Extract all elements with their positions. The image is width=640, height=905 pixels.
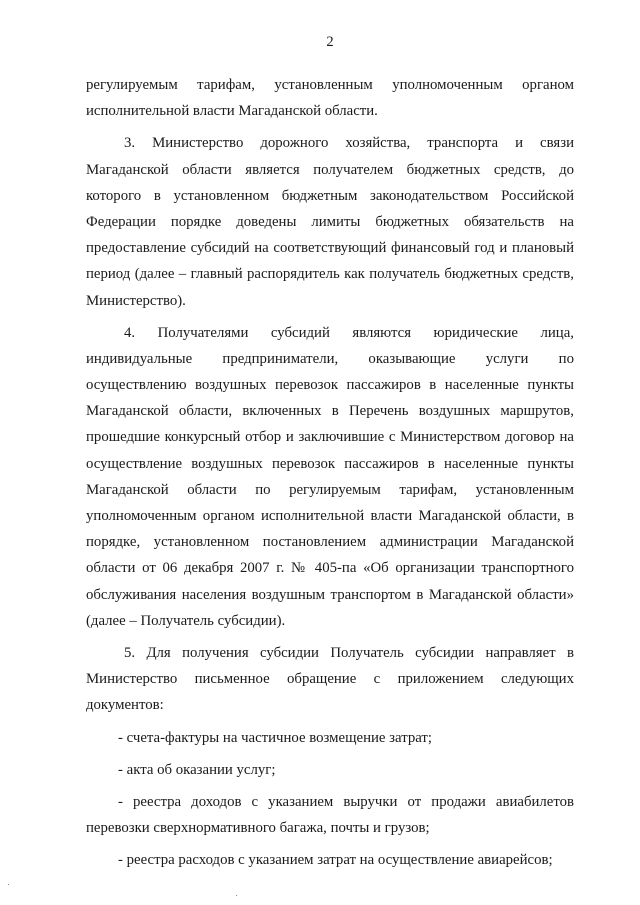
text-line: Магаданской области по регулируемым тарифам, установленным <box>86 481 574 498</box>
text-line: Магаданской области, включенных в Перечень воздушных маршрутов, <box>86 403 574 420</box>
document-body <box>86 72 574 873</box>
text-line: (далее – Получатель субсидии). <box>86 612 286 629</box>
text-line: области от 06 декабря 2007 г. № 405-па «Об организации транспортного <box>86 560 574 577</box>
list-item <box>86 847 574 873</box>
text-line: исполнительной власти Магаданской области. <box>86 103 378 120</box>
text-line: 5. Для получения субсидии Получатель субсидии направляет в <box>124 644 574 661</box>
text-line: период (далее – главный распорядитель как получатель бюджетных средств, <box>86 266 574 283</box>
text-line: прошедшие конкурсный отбор и заключившие с Министерством договор на <box>86 429 574 446</box>
text-line: осуществлению воздушных перевозок пассажиров в населенные пункты <box>86 377 574 394</box>
scan-speck <box>236 895 237 896</box>
text-line: осуществление воздушных перевозок пассажиров в населенные пункты <box>86 455 574 472</box>
text-line: - акта об оказании услуг; <box>118 761 276 778</box>
paragraph-4 <box>86 320 574 634</box>
text-line: 3. Министерство дорожного хозяйства, транспорта и связи <box>124 135 574 152</box>
text-line: уполномоченным органом исполнительной власти Магаданской области, в <box>86 508 574 524</box>
text-line: порядке, установленном постановлением администрации Магаданской <box>86 534 574 551</box>
scan-speck <box>8 884 9 885</box>
list-item <box>86 789 574 841</box>
text-line: - счета-фактуры на частичное возмещение затрат; <box>118 729 433 746</box>
text-line: - реестра доходов с указанием выручки от продажи авиабилетов <box>118 793 574 810</box>
text-line: Министерство письменное обращение с приложением следующих <box>86 671 574 688</box>
text-line: Магаданской области является получателем бюджетных средств, до <box>86 161 574 178</box>
text-line: предоставление субсидий на соответствующий финансовый год и плановый <box>86 240 574 257</box>
list-item <box>86 757 574 783</box>
text-line: документов: <box>86 697 164 714</box>
text-line: перевозки сверхнормативного багажа, почты и грузов; <box>86 820 430 837</box>
text-line: которого в установленном бюджетным законодательством Российской <box>86 187 574 204</box>
paragraph-5 <box>86 640 574 719</box>
text-line: 4. Получателями субсидий являются юридические лица, <box>124 324 574 341</box>
text-line: регулируемым тарифам, установленным уполномоченным органом <box>86 77 574 93</box>
text-line: Федерации порядке доведены лимиты бюджетных обязательств на <box>86 213 574 230</box>
text-line: - реестра расходов с указанием затрат на осуществление авиарейсов; <box>118 852 553 869</box>
page-number: 2 <box>326 34 334 50</box>
text-line: индивидуальные предприниматели, оказывающие услуги по <box>86 350 574 367</box>
paragraph <box>86 72 574 124</box>
paragraph-3 <box>86 130 574 313</box>
text-line: обслуживания населения воздушным транспортом в Магаданской области» <box>86 586 574 603</box>
list-item <box>86 725 574 751</box>
text-line: Министерство). <box>86 292 186 309</box>
